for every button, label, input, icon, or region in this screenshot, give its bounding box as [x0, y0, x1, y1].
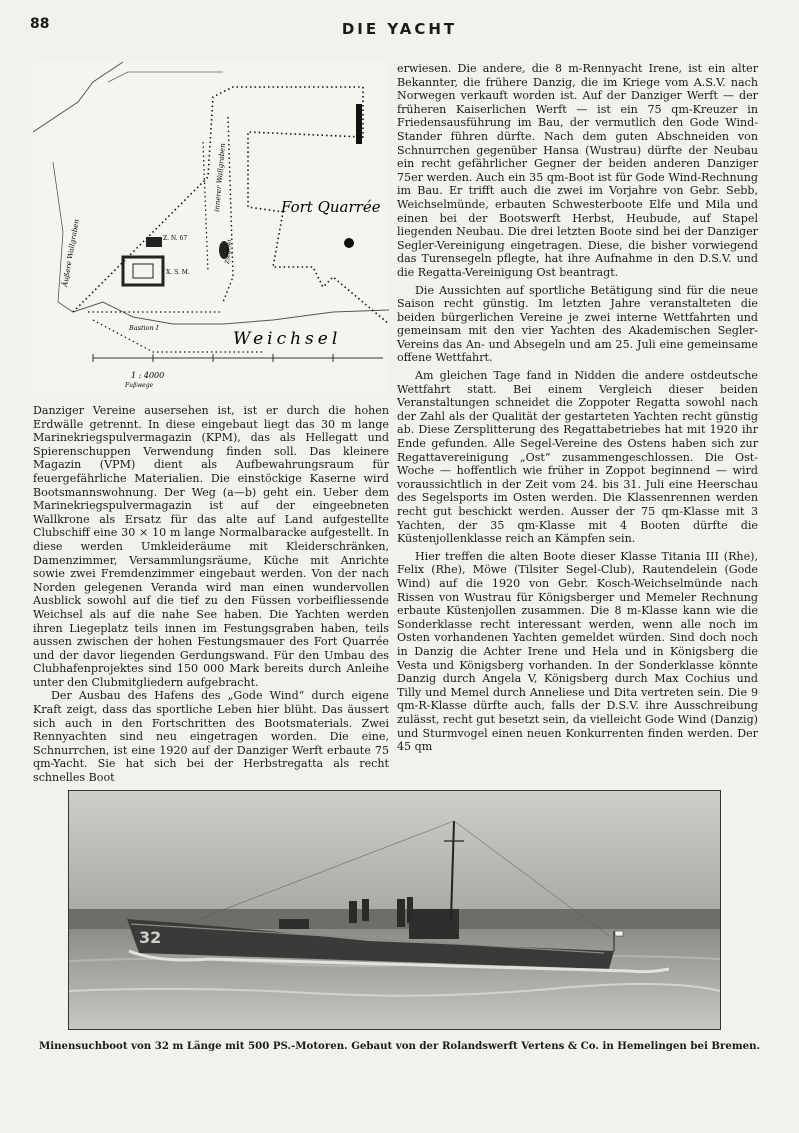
hull-number: 32 [139, 928, 162, 947]
map-outer-moat-label: Äußere Wallgraben [61, 218, 81, 288]
paragraph: Der Ausbau des Hafens des „Gode Wind“ durch eigene Kraft zeigt, dass das sportliche Leben hier blüht. Das äussert sich auch in den Fortschritten des Bootsmaterials. Zwei Rennyachten sind neu eingetragen worden. Die eine, Schnurrchen, ist eine 1920 auf der Danziger Werft erbaute 75 qm-Yacht. Sie hat sich bei der Herbstregatta als recht schnelles Boot [33, 689, 389, 785]
running-title: DIE YACHT [341, 20, 458, 38]
photo-caption: Minensuchboot von 32 m Länge mit 500 PS.-Motoren. Gebaut von der Rolandswerft Vertens & Co. in Hemelingen bei Bremen. [38, 1040, 761, 1052]
map-bastion-label: Bastion I [129, 324, 159, 332]
map-building-label-2: X. S. M. [166, 269, 190, 276]
map-scale-label: 1 : 4000 [131, 371, 165, 380]
map-river-label: Weichsel [233, 329, 342, 349]
map-footpath-label: Fußwege [125, 382, 154, 389]
map-inner-moat-label: innerer Wallgraben [213, 142, 227, 213]
harbor-map-drawing [33, 62, 389, 392]
map-building-label-1: Z. N. 67 [163, 235, 188, 242]
text-column-right [397, 62, 758, 754]
minesweeper-photo-drawing [69, 791, 720, 1029]
paragraph: Danziger Vereine ausersehen ist, ist er durch die hohen Erdwälle getrennt. In diese eingebaut liegt das 30 m lange Marinekriegspulvermagazin (KPM), das als Hellegatt und Spierenschuppen Verwendung finden soll. Das kleinere Magazin (VPM) dient als Aufbewahrungsraum für feuergefährliche Materialien. Die einstöckige Kaserne wird Bootsmannswohnung. Der Weg (a—b) geht ein. Ueber dem Marinekriegspulvermagazin ist auf der eingeebneten Wallkrone als Ersatz für das alte auf Land aufgestellte Clubschiff eine 30 × 10 m lange Normalbaracke aufgestellt. In diese werden Umkleideräume mit Kleiderschränken, Damenzimmer, Versammlungsräume, Küche mit Anrichte sowie zwei Fremdenzimmer eingebaut werden. Von der nach Norden gelegenen Veranda wird man einen wundervollen Ausblick sowohl auf die tief zu den Füssen vorbeifliessende Weichsel als auf die nahe See haben. Die Yachten werden ihren Liegeplatz teils innen im Festungsgraben haben, teils aussen zwischen der hohen Festungsmauer des Fort Quarrée und der davor liegenden Gerdungswand. Für den Umbau des Clubhafenprojektes sind 150 000 Mark bereits durch Anleihe unter den Clubmitgliedern aufgebracht. [33, 404, 389, 689]
text-column-left [33, 404, 389, 785]
page-number: 88 [30, 16, 50, 32]
paragraph: Hier treffen die alten Boote dieser Klasse Titania III (Rhe), Felix (Rhe), Möwe (Tilsiter Segel-Club), Rautendelein (Gode Wind) auf die 1920 von Gebr. Kosch-Weichselmünde nach Rissen von Wustrau für Königsberger und Memeler Rechnung erbaute Küstenjollen zusammen. Die 8 m-Klasse kann wie die Sonderklasse recht interessant werden, wenn alle noch im Osten vorhandenen Yachten gemeldet würden. Sind doch noch in Danzig die Achter Irene und Hela und in Königsberg die Vesta und Königsberg vorhanden. In der Sonderklasse könnte Danzig durch Angela V, Königsberg durch Max Cochius und Tilly und Memel durch Anneliese und Dita vertreten sein. Die 9 qm-R-Klasse dürfte auch, falls der D.S.V. ihre Ausschreibung zulässt, recht gut besetzt sein, da vielleicht Gode Wind (Danzig) und Sturmvogel einen neuen Konkurrenten finden werden. Der 45 qm [397, 549, 758, 754]
paragraph: erwiesen. Die andere, die 8 m-Rennyacht Irene, ist ein alter Bekannter, die frühere Danzig, die im Kriege vom A.S.V. nach Norwegen verkauft worden ist. Auf der Danziger Werft — der früheren Kaiserlichen Werft — ist ein 75 qm-Kreuzer in Friedensausführung im Bau, der vermutlich den Gode Wind-Stander führen dürfte. Nach dem guten Abschneiden von Schnurrchen gegenüber Hansa (Wustrau) dürfte der Neubau ein recht gefährlicher Gegner der beiden anderen Danziger 75er werden. Auch ein 35 qm-Boot ist für Gode Wind-Rechnung im Bau. Er trifft auch die zwei im Vorjahre von Gebr. Sebb, Weichselmünde, erbauten Schwesterboote Elfe und Mila und einen bei der Bootswerft Herbst, Heubude, auf Stapel liegenden Neubau. Die drei letzten Boote sind bei der Danziger Segler-Vereinigung eingetragen. Diese, die bisher vorwiegend das Turensegeln pflegte, hat ihre Aufnahme in den D.S.V. und die Regatta-Vereinigung Ost beantragt. [397, 62, 758, 279]
harbor-map [33, 62, 389, 392]
paragraph: Am gleichen Tage fand in Nidden die andere ostdeutsche Wettfahrt statt. Bei einem Vergleich dieser beiden Veranstaltungen schneidet die Zoppoter Regatta sowohl nach der Zahl als der Qualität der gestarteten Yachten recht günstig ab. Diese Zersplitterung des Regattabetriebes hat mit 1920 ihr Ende gefunden. Alle Segel-Vereine des Ostens haben sich zur Regattavereinigung „Ost“ zusammengeschlossen. Die Ost-Woche — hoffentlich wie früher in Zoppot beginnend — wird voraussichtlich in der Zeit vom 24. bis 31. Juli eine Heerschau des Segelsports im Osten werden. Die Klassenrennen werden recht gut beschickt werden. Ausser der 75 qm-Klasse mit 3 Yachten, der 35 qm-Klasse mit 4 Booten dürfte die Küstenjollenklasse reich an Kämpfen sein. [397, 369, 758, 546]
paragraph: Die Aussichten auf sportliche Betätigung sind für die neue Saison recht günstig. Im letzten Jahre veranstalteten die beiden bürgerlichen Vereine je zwei interne Wettfahrten und gemeinsam mit den vier Yachten des Akademischen Segler-Vereins das An- und Absegeln und am 25. Juli eine gemeinsame offene Wettfahrt. [397, 283, 758, 365]
minesweeper-photo [68, 790, 721, 1030]
map-fort-label: Fort Quarrée [281, 198, 381, 216]
map-ziegelei-label: Ziegelei [224, 239, 234, 265]
